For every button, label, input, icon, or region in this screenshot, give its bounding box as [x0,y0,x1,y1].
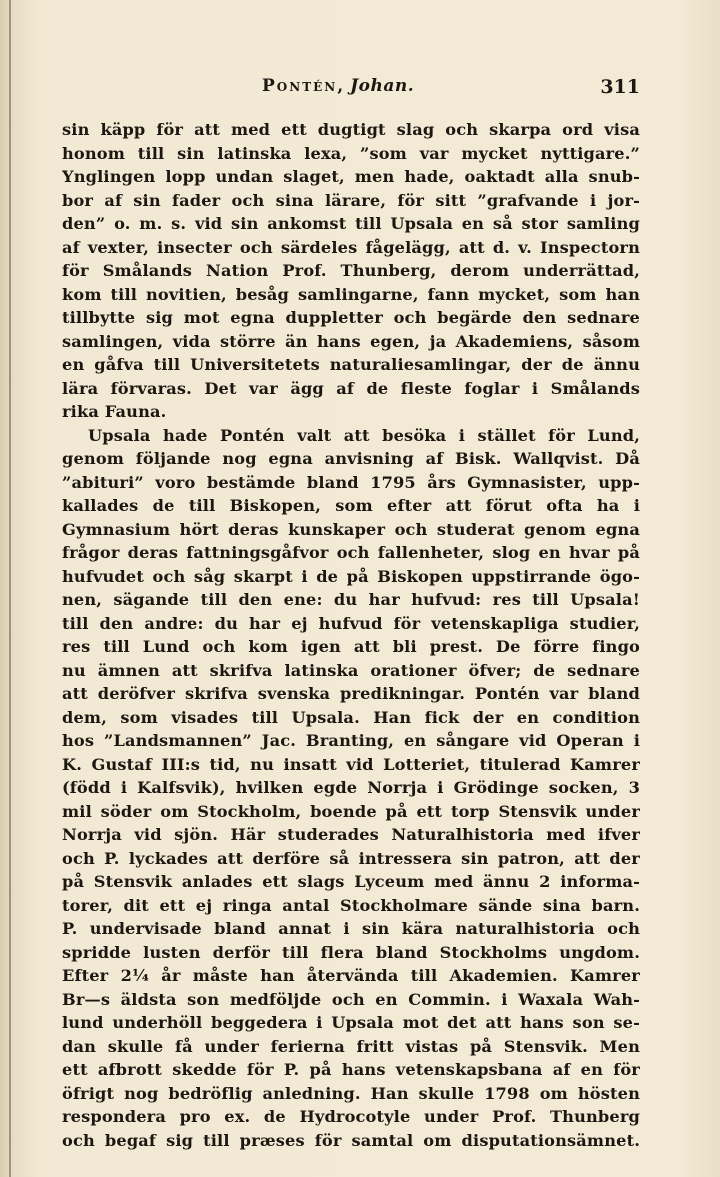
text-line: ”abituri” voro bestämde bland 1795 års Gymnasister, upp- [62,472,640,492]
text-line: att deröfver skrifva svenska predikningar. Pontén var bland [62,684,640,703]
page-header [62,76,640,104]
text-line: mil söder om Stockholm, boende på ett torp Stensvik under [62,801,640,821]
text-line: sin käpp för att med ett dugtigt slag och skarpa ord visa [62,120,640,139]
text-line: lära förvaras. Det var ägg af de fleste foglar i Smålands [62,378,640,398]
page-number: 311 [600,76,640,98]
text-line: och P. lyckades att derföre så intressera sin patron, att der [62,848,640,868]
text-line: nu ämnen att skrifva latinska orationer öfver; de sednare [62,660,640,680]
text-line: kallades de till Biskopen, som efter att förut ofta ha i [62,496,640,515]
binding-edge [9,0,11,1177]
text-line: P. undervisade bland annat i sin kära naturalhistoria och [62,919,640,938]
text-line: och begaf sig till præses för samtal om disputationsämnet. [62,1130,640,1150]
text-line: af vexter, insecter och särdeles fågelägg, att d. v. Inspectorn [62,237,640,257]
text-line: K. Gustaf III:s tid, nu insatt vid Lotteriet, titulerad Kamrer [62,754,640,774]
author-surname: Pontén [262,76,338,96]
text-line: för Smålands Nation Prof. Thunberg, derom underrättad, [62,261,640,280]
text-line: honom till sin latinska lexa, ”som var mycket nyttigare.” [62,143,640,163]
text-line: dan skulle få under ferierna fritt vistas på Stensvik. Men [62,1036,640,1056]
author-given-name: Johan. [350,76,415,96]
text-line: res till Lund och kom igen att bli prest. De förre fingo [62,637,640,656]
text-line: den” o. m. s. vid sin ankomst till Upsala en så stor samling [62,214,640,233]
text-line: hos ”Landsmannen” Jac. Branting, en sångare vid Operan i [62,731,640,750]
text-line: samlingen, vida större än hans egen, ja Akademiens, såsom [62,331,640,351]
text-line: lund underhöll beggedera i Upsala mot det att hans son se- [62,1013,640,1032]
text-line: respondera pro ex. de Hydrocotyle under Prof. Thunberg [62,1107,640,1126]
text-line: (född i Kalfsvik), hvilken egde Norrja i Grödinge socken, 3 [62,778,640,797]
text-line: nen, sägande till den ene: du har hufvud: res till Upsala! [62,590,640,609]
text-line: Br—s äldsta son medföljde och en Commin. i Waxala Wah- [62,989,640,1009]
text-line: dem, som visades till Upsala. Han fick der en condition [62,707,640,727]
text-line: frågor deras fattningsgåfvor och fallenheter, slog en hvar på [62,543,640,562]
text-line: Norrja vid sjön. Här studerades Naturalhistoria med ifver [62,825,640,844]
text-line: Ynglingen lopp undan slaget, men hade, oaktadt alla snub- [62,167,640,186]
text-line: genom följande nog egna anvisning af Bisk. Wallqvist. Då [62,449,640,468]
title-separator: , [337,76,351,96]
text-line: till den andre: du har ej hufvud för vetenskapliga studier, [62,613,640,633]
text-line: Gymnasium hört deras kunskaper och studerat genom egna [62,519,640,539]
text-line: spridde lusten derför till flera bland Stockholms ungdom. [62,942,640,962]
text-line: ett afbrott skedde för P. på hans vetenskapsbana af en för [62,1060,640,1079]
running-title [262,76,414,96]
text-line: torer, dit ett ej ringa antal Stockholmare sände sina barn. [62,895,640,915]
text-line: öfrigt nog bedröflig anledning. Han skulle 1798 om hösten [62,1083,640,1103]
text-line: hufvudet och såg skarpt i de på Biskopen uppstirrande ögo- [62,566,640,586]
text-line: en gåfva till Universitetets naturaliesamlingar, der de ännu [62,355,640,374]
body-text [62,118,640,1152]
text-line: bor af sin fader och sina lärare, för sitt ”grafvande i jor- [62,190,640,210]
text-line: kom till novitien, besåg samlingarne, fann mycket, som han [62,284,640,304]
text-line: tillbytte sig mot egna duppletter och begärde den sednare [62,308,640,327]
text-line: på Stensvik anlades ett slags Lyceum med ännu 2 informa- [62,872,640,891]
paragraph-end-line: rika Fauna. [62,402,167,421]
text-line: Efter 2¼ år måste han återvända till Akademien. Kamrer [62,966,640,985]
paragraph-start-line: Upsala hade Pontén valt att besöka i stället för Lund, [88,425,640,445]
